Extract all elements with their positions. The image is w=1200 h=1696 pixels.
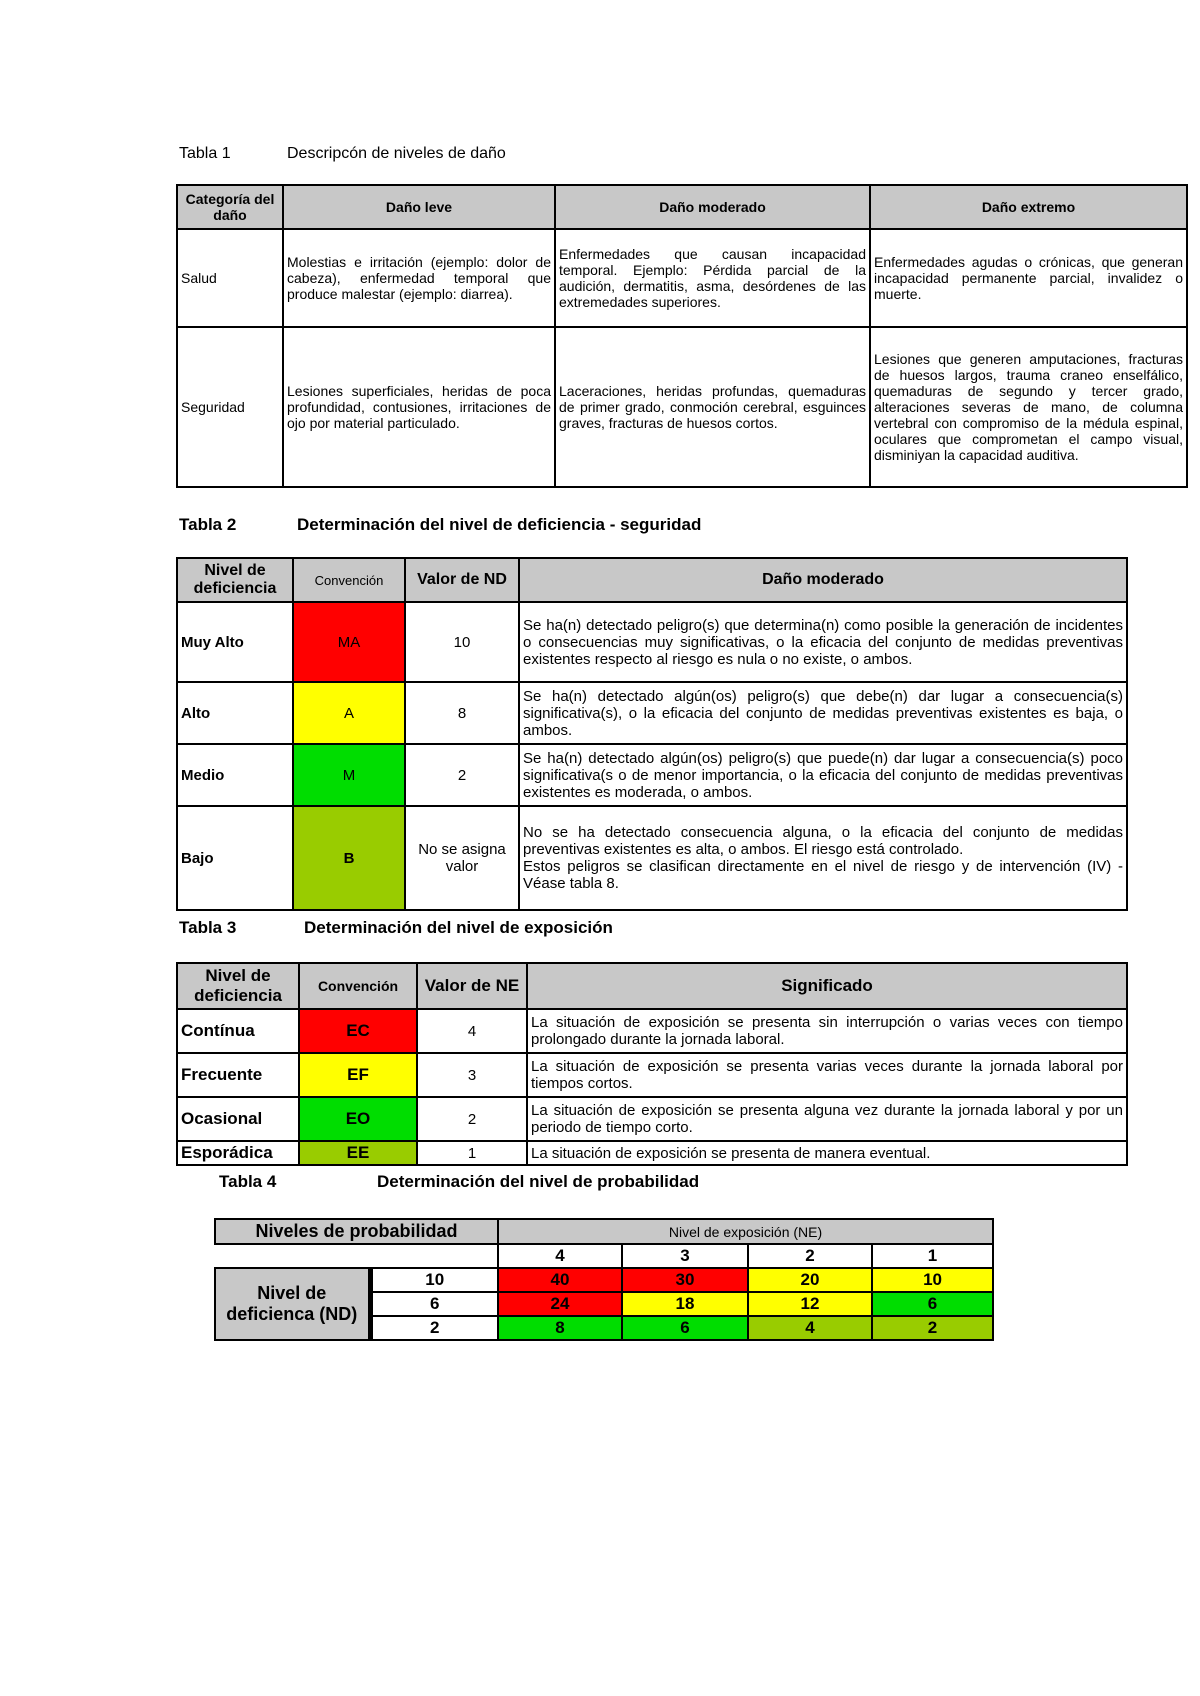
t4-cell-6: 6 [622,1316,748,1340]
t4-nd-2: 2 [370,1316,498,1340]
t2-conv-a: A [293,682,405,744]
t4-header-ne: Nivel de exposición (NE) [498,1219,993,1244]
t3-nivel-frecuente: Frecuente [177,1053,299,1097]
t1-cat-salud: Salud [177,229,283,327]
t2-valor-8: 8 [405,682,519,744]
t1-header-leve: Daño leve [283,185,555,229]
t3-nivel-continua: Contínua [177,1009,299,1053]
t3-valor-1: 1 [417,1141,527,1165]
t2-valor-no-asigna: No se asigna valor [405,806,519,910]
t2-desc-bajo-1: No se ha detectado consecuencia alguna, o la eficacia del conjunto de medidas preventivas existentes es alta, o ambos. El riesgo está controlado. [523,824,1123,858]
t4-ne-3: 3 [622,1244,748,1268]
t4-ne-1: 1 [872,1244,993,1268]
table-row [177,1097,1127,1141]
t2-desc-bajo-2: Estos peligros se clasifican directamente en el nivel de riesgo y de intervención (IV) - Véase tabla 8. [523,858,1123,892]
t2-nivel-alto: Alto [177,682,293,744]
t4-nd-6: 6 [370,1292,498,1316]
t4-ne-2: 2 [748,1244,872,1268]
t2-nivel-medio: Medio [177,744,293,806]
t3-desc-ocasional: La situación de exposición se presenta alguna vez durante la jornada laboral y por un periodo de tiempo corto. [527,1097,1127,1141]
t2-conv-b: B [293,806,405,910]
t4-cell-2: 2 [872,1316,993,1340]
t4-cell-30: 30 [622,1268,748,1292]
t2-desc-alto: Se ha(n) detectado algún(os) peligro(s) que debe(n) dar lugar a consecuencia(s) significativa(s), o la eficacia del conjunto de medidas preventivas existentes es baja, o ambos. [519,682,1127,744]
t4-cell-10: 10 [872,1268,993,1292]
t1-salud-moderado: Enfermedades que causan incapacidad temporal. Ejemplo: Pérdida parcial de la audición, dermatitis, asma, desórdenes de las extremedades superiores. [555,229,870,327]
table1-title: Descripcón de niveles de daño [287,145,506,162]
t2-header-convencion: Convención [293,558,405,602]
t1-header-categoria: Categoría del daño [177,185,283,229]
t4-cell-40: 40 [498,1268,622,1292]
t1-header-moderado: Daño moderado [555,185,870,229]
t2-valor-10: 10 [405,602,519,682]
t3-desc-continua: La situación de exposición se presenta sin interrupción o varias veces con tiempo prolongado durante la jornada laboral. [527,1009,1127,1053]
table-row [177,1141,1127,1165]
table4 [214,1218,994,1341]
t1-seguridad-moderado: Laceraciones, heridas profundas, quemaduras de primer grado, conmoción cerebral, esguinces graves, fracturas de huesos cortos. [555,327,870,487]
t4-blank [215,1244,498,1268]
t3-header-significado: Significado [527,963,1127,1009]
t3-desc-frecuente: La situación de exposición se presenta varias veces durante la jornada laboral por tiempos cortos. [527,1053,1127,1097]
t3-valor-2: 2 [417,1097,527,1141]
table4-caption [219,1172,699,1192]
t4-cell-20: 20 [748,1268,872,1292]
table2 [176,557,1128,911]
t4-cell-12: 12 [748,1292,872,1316]
table1-caption [179,145,506,163]
t3-desc-esporadica: La situación de exposición se presenta de manera eventual. [527,1141,1127,1165]
table4-label: Tabla 4 [219,1172,277,1191]
table2-label: Tabla 2 [179,515,237,534]
table3-title: Determinación del nivel de exposición [304,918,613,937]
t3-header-nivel: Nivel de deficiencia [177,963,299,1009]
t4-cell-4: 4 [748,1316,872,1340]
t4-cell-8: 8 [498,1316,622,1340]
t2-conv-m: M [293,744,405,806]
t2-header-nivel: Nivel de deficiencia [177,558,293,602]
t3-valor-3: 3 [417,1053,527,1097]
t4-cell-6b: 6 [872,1292,993,1316]
table-row [177,806,1127,910]
t3-conv-ee: EE [299,1141,417,1165]
table-row [177,682,1127,744]
t4-nd-label: Nivel de deficienca (ND) [215,1268,370,1340]
table-row [177,327,1187,487]
t3-conv-ef: EF [299,1053,417,1097]
t2-desc-muy-alto: Se ha(n) detectado peligro(s) que determina(n) como posible la generación de incidentes o consecuencias muy significativas, o la eficacia del conjunto de medidas preventivas existentes respecto al riesgo es nula o no existe, o ambos. [519,602,1127,682]
t1-header-extremo: Daño extremo [870,185,1187,229]
t3-conv-eo: EO [299,1097,417,1141]
t2-nivel-bajo: Bajo [177,806,293,910]
table-row [177,1053,1127,1097]
t1-seguridad-extremo: Lesiones que generen amputaciones, fracturas de huesos largos, trauma craneo enselfálico, quemaduras de segundo y tercer grado, alteraciones severas de mano, de columna vertebral con compromiso de la médula espinal, oculares que comprometan el campo visual, disminiyan la capacidad auditiva. [870,327,1187,487]
table-row [177,602,1127,682]
t3-header-convencion: Convención [299,963,417,1009]
t3-conv-ec: EC [299,1009,417,1053]
table2-title: Determinación del nivel de deficiencia - seguridad [297,515,702,534]
t1-cat-seguridad: Seguridad [177,327,283,487]
table2-caption [179,515,701,535]
table-row [177,1009,1127,1053]
t4-header-niveles: Niveles de probabilidad [215,1219,498,1244]
t3-header-valor: Valor de NE [417,963,527,1009]
t2-desc-medio: Se ha(n) detectado algún(os) peligro(s) que puede(n) dar lugar a consecuencia(s) poco significativa(s o de menor importancia, o la eficacia del conjunto de medidas preventivas existentes es moderada, o ambos. [519,744,1127,806]
t3-valor-4: 4 [417,1009,527,1053]
table1-label: Tabla 1 [179,145,231,162]
t2-valor-2: 2 [405,744,519,806]
t2-header-dano: Daño moderado [519,558,1127,602]
t3-nivel-esporadica: Esporádica [177,1141,299,1165]
t1-salud-leve: Molestias e irritación (ejemplo: dolor de cabeza), enfermedad temporal que produce malestar (ejemplo: diarrea). [283,229,555,327]
t2-conv-ma: MA [293,602,405,682]
t4-cell-24: 24 [498,1292,622,1316]
t4-nd-10: 10 [370,1268,498,1292]
table-row [177,744,1127,806]
table3-caption [179,918,613,938]
table3 [176,962,1128,1166]
t2-header-valor: Valor de ND [405,558,519,602]
table-row [177,229,1187,327]
table3-label: Tabla 3 [179,918,237,937]
t4-ne-4: 4 [498,1244,622,1268]
t1-salud-extremo: Enfermedades agudas o crónicas, que generan incapacidad permanente parcial, invalidez o muerte. [870,229,1187,327]
t1-seguridad-leve: Lesiones superficiales, heridas de poca profundidad, contusiones, irritaciones de ojo por material particulado. [283,327,555,487]
table1 [176,184,1188,488]
t3-nivel-ocasional: Ocasional [177,1097,299,1141]
t4-cell-18: 18 [622,1292,748,1316]
t2-nivel-muy-alto: Muy Alto [177,602,293,682]
table-row [215,1268,993,1292]
t2-desc-bajo [519,806,1127,910]
table4-title: Determinación del nivel de probabilidad [377,1172,700,1191]
